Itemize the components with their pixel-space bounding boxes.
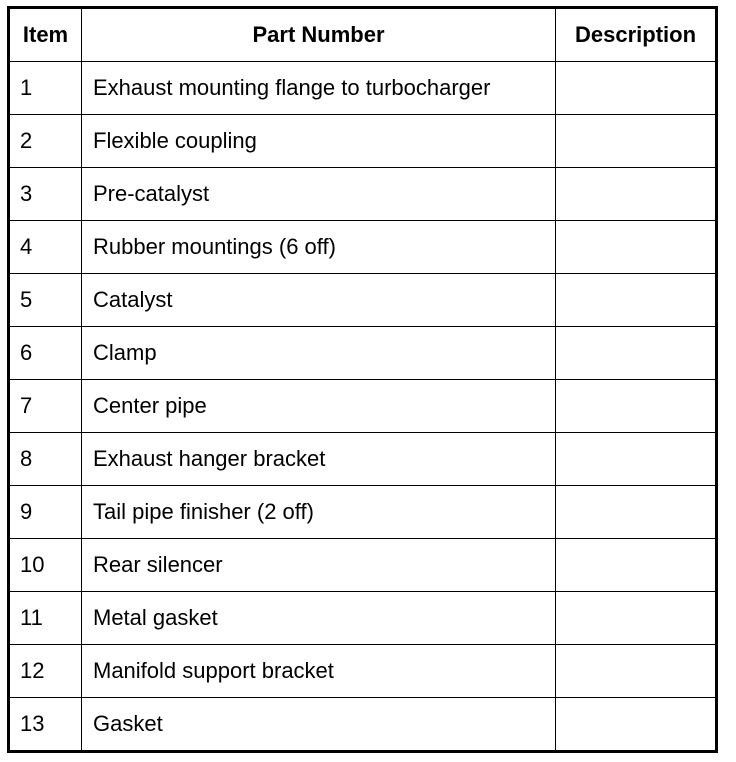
part-name: Metal gasket	[82, 592, 556, 645]
header-row	[9, 8, 717, 62]
part-name: Center pipe	[82, 380, 556, 433]
description-cell	[556, 433, 717, 486]
description-cell	[556, 168, 717, 221]
description-cell	[556, 539, 717, 592]
item-number: 5	[9, 274, 82, 327]
table-body	[9, 62, 717, 752]
part-name: Clamp	[82, 327, 556, 380]
part-name: Rear silencer	[82, 539, 556, 592]
table-row	[9, 168, 717, 221]
part-name: Catalyst	[82, 274, 556, 327]
parts-table-container	[7, 6, 715, 755]
item-number: 11	[9, 592, 82, 645]
part-name: Pre-catalyst	[82, 168, 556, 221]
description-cell	[556, 380, 717, 433]
item-number: 12	[9, 645, 82, 698]
item-number: 10	[9, 539, 82, 592]
description-cell	[556, 62, 717, 115]
part-name: Exhaust mounting flange to turbocharger	[82, 62, 556, 115]
description-cell	[556, 592, 717, 645]
part-name: Flexible coupling	[82, 115, 556, 168]
description-cell	[556, 274, 717, 327]
table-row	[9, 698, 717, 752]
item-number: 1	[9, 62, 82, 115]
description-cell	[556, 645, 717, 698]
part-name: Exhaust hanger bracket	[82, 433, 556, 486]
item-number: 9	[9, 486, 82, 539]
part-name: Gasket	[82, 698, 556, 752]
item-number: 7	[9, 380, 82, 433]
table-row	[9, 433, 717, 486]
header-item: Item	[9, 8, 82, 62]
header-description: Description	[556, 8, 717, 62]
item-number: 6	[9, 327, 82, 380]
table-row	[9, 274, 717, 327]
table-row	[9, 62, 717, 115]
part-name: Tail pipe finisher (2 off)	[82, 486, 556, 539]
table-row	[9, 645, 717, 698]
table-row	[9, 115, 717, 168]
description-cell	[556, 486, 717, 539]
header-part-number: Part Number	[82, 8, 556, 62]
table-header	[9, 8, 717, 62]
item-number: 3	[9, 168, 82, 221]
item-number: 13	[9, 698, 82, 752]
item-number: 2	[9, 115, 82, 168]
parts-table	[7, 6, 718, 753]
part-name: Manifold support bracket	[82, 645, 556, 698]
table-row	[9, 592, 717, 645]
table-row	[9, 380, 717, 433]
item-number: 4	[9, 221, 82, 274]
description-cell	[556, 115, 717, 168]
table-row	[9, 539, 717, 592]
description-cell	[556, 221, 717, 274]
table-row	[9, 327, 717, 380]
description-cell	[556, 327, 717, 380]
table-row	[9, 486, 717, 539]
table-row	[9, 221, 717, 274]
description-cell	[556, 698, 717, 752]
item-number: 8	[9, 433, 82, 486]
part-name: Rubber mountings (6 off)	[82, 221, 556, 274]
